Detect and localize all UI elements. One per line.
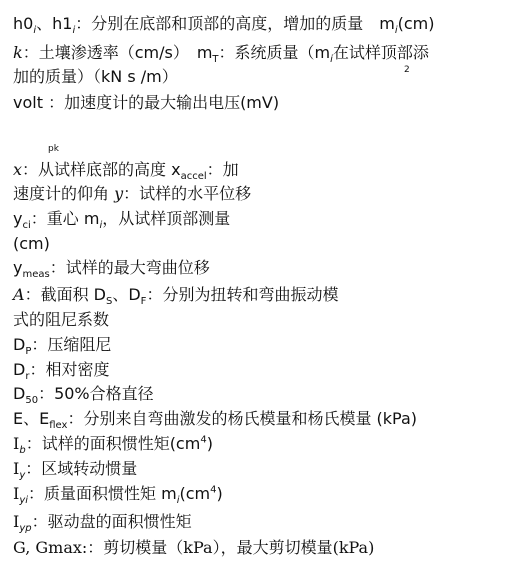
def-d50: $D_{50}$：50%合格直径 bbox=[13, 384, 154, 407]
def-ib: $I_b$：试样的面积惯性矩$(cm^4)$ bbox=[13, 434, 213, 457]
def-iyp: $I_{yp}$：驱动盘的面积惯性矩 bbox=[13, 512, 192, 535]
def-iy: $I_y$：区域转动惯量 bbox=[13, 459, 138, 482]
subscript-pk: pk bbox=[48, 144, 59, 154]
def-y: 速度计的仰角 y：试样的水平位移 bbox=[13, 184, 252, 203]
def-a-cont: 式的阻尼系数 bbox=[13, 310, 110, 329]
def-e-eflex: E、$E_{flex}$：分别来自弯曲激发的杨氏模量和杨氏模量 (kPa) bbox=[13, 409, 418, 432]
def-iyi: $I_{yi}$：质量面积惯性矩 $m_i(cm^4)$ bbox=[13, 484, 223, 507]
def-g-gmax: G, Gmax:：剪切模量（kPa），最大剪切模量(kPa) bbox=[13, 538, 375, 557]
superscript-2: 2 bbox=[404, 65, 410, 75]
def-ymeas: $y_{meas}$：试样的最大弯曲位移 bbox=[13, 258, 210, 281]
def-dr: $D_r$：相对密度 bbox=[13, 360, 110, 383]
def-volt: volt ：加速度计的最大输出电压(mV) bbox=[13, 93, 280, 112]
def-mt-cont: 加的质量）（kN s /m） bbox=[13, 67, 178, 86]
def-yci: $y_{ci}$：重心 $m_i$，从试样顶部测量 bbox=[13, 209, 231, 232]
def-h0-h1: $h0_i$、$h1_i$：分别在底部和顶部的高度，增加的质量 $m_i(cm)$ bbox=[13, 14, 435, 37]
def-k-mt: k：土壤渗透率（cm/s） $m_T$：系统质量（$m_i$在试样顶部添 bbox=[13, 43, 429, 66]
def-x: x：从试样底部的高度 $x_{accel}$：加 bbox=[13, 160, 239, 183]
def-a-ds-df: A：截面积 $D_S$、$D_F$：分别为扭转和弯曲振动模 bbox=[13, 285, 339, 308]
def-dp: $D_P$：压缩阻尼 bbox=[13, 335, 112, 358]
def-yci-cont: (cm) bbox=[13, 234, 50, 253]
